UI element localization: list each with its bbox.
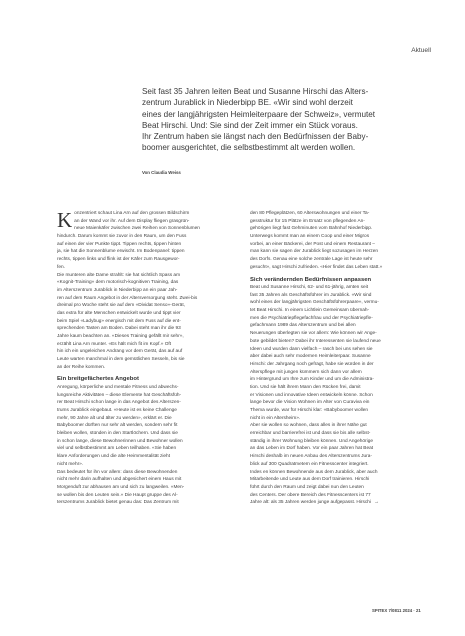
text-line: vorbei, an einer Bäckerei, der Post und einem Restaurant – bbox=[250, 241, 375, 247]
text-line: Das bedeutet für ihn vor allem: dass diese Bewohnenden bbox=[57, 469, 178, 475]
lead-line: zentrum Jurablick in Niederbipp BE. «Wir sind wohl derzeit bbox=[142, 98, 353, 108]
paragraph bbox=[57, 210, 234, 272]
text-line: fast 35 Jahren als Geschäftsführer im Jurablick. «Wir sind bbox=[250, 292, 372, 298]
text-line: Aber sie wollen so wohnen, dass alles in ihrer Nähe gut bbox=[250, 423, 367, 429]
text-line: terszentrums Jurablick bietet genau das: Das Zentrum mit bbox=[57, 500, 179, 506]
text-line: lungsreiche Aktivitäten – diese Elemente hat Geschäftsfüh- bbox=[57, 392, 182, 398]
text-line: ren auf dem Raum Angebot in der Altersversorgung steht. Zwei-bis bbox=[57, 295, 198, 301]
lead-line: Beat Hirschi. Und: Sie sind der Zeit immer ein Stück voraus. bbox=[142, 120, 358, 130]
subheading: Sich verändernden Bedürfnissen anpassen bbox=[250, 276, 372, 283]
text-line: an das Leben im Dorf haben. Vor ein paar Jahren hat Beat bbox=[250, 446, 374, 452]
byline: Von Claudia Weiss bbox=[142, 170, 181, 175]
text-line: bote gebildet bieten? Dabei ihr Interessenten sie laufend neue bbox=[250, 338, 381, 344]
text-line: ja, sie hat die Sonnenblume erwischt. Im Bodenpanel: tippen bbox=[57, 249, 185, 255]
text-line: Ideen und wurden dann vielfach – rasch bei uns sehen sie bbox=[250, 346, 373, 352]
text-line: Morgenduft zur abhausen am und sich zu langweilen. «Men- bbox=[57, 484, 185, 490]
article-column-left bbox=[57, 210, 234, 507]
text-line: das extra für alte Menschen entwickelt wurde und tippt vier bbox=[57, 310, 181, 316]
text-line: lange bevor die Vision Wohnen im Alter von Curaviva ein bbox=[250, 400, 370, 406]
lead-line: eines der langjährigsten Heimleiterpaare der Schweiz», vermutet bbox=[142, 109, 376, 119]
text-line: hindurch. Darum kommt sie zuvor in den Raum, um den Fuss bbox=[57, 234, 187, 240]
text-line: fen. bbox=[57, 264, 65, 270]
lead-line: Ihr Zentrum haben sie längst nach den Bedürfnissen der Baby- bbox=[142, 132, 369, 142]
lead-line: boomer ausgerichtet, die selbstbestimmt alt werden wollen. bbox=[142, 143, 356, 153]
text-line: gesstruktur für 15 Plätze im Ersatz von pflegenden An- bbox=[250, 218, 365, 224]
section-label: Aktuell bbox=[411, 47, 431, 54]
text-line: hin ich ein ungeleichen Andrang vor dem Gerät, das auf auf bbox=[57, 349, 183, 355]
text-line: nicht mehr darin aufhalten und abgesichert einem Haus mit bbox=[57, 477, 182, 483]
text-line: ständig in ihrer Wohnung bleiben können. Und Angehörige bbox=[250, 438, 373, 444]
text-line: men die Psychiatriepflegefachfrau und der Psychiatriepfle- bbox=[250, 315, 373, 321]
text-line: trums Jurablick eingebaut. «Heute ist es keine Challenge bbox=[57, 408, 177, 413]
text-line: Neuerungen überlegten sie vor allem: Wie können wir Ange- bbox=[250, 331, 377, 337]
text-line: erreichbar und barrierefrei ist und dass sie bis alle selbst- bbox=[250, 431, 371, 437]
lead-line: Seit fast 35 Jahren leiten Beat und Susanne Hirschi das Alters- bbox=[142, 87, 369, 96]
text-line: blick auf 300 Quadratmetern ein Fitnesscenter integriert. bbox=[250, 461, 369, 467]
text-line: Jahre alt: als 35 Jahren werden junge aufgepasst. Hirschi → bbox=[250, 500, 379, 506]
text-line: gefachmann 1989 das Alterszentrum und bei allen bbox=[250, 323, 356, 329]
text-line: erzählt Lina Arn munter. «Es hält mich fit im Kopf.» Oft bbox=[57, 341, 172, 347]
text-line: im Hintergrund um Ihre zum Kinder und um die Administra- bbox=[250, 377, 374, 383]
text-line: des Centers. Der obere Bereich des Fitnesscenters ist 77 bbox=[250, 492, 371, 498]
text-line: klare Anforderungen und die alte Heimmentalität zieht bbox=[57, 454, 171, 460]
text-line: se wollen bis den Leuten sein.» Die Haupt gruppe des Al- bbox=[57, 492, 178, 498]
text-line: Die munteren alte Dame strahlt: sie hat sichtlich Spass am bbox=[57, 272, 181, 278]
text-line: Beat und Susanne Hirschi, 62- und 61-jährig, amten seit bbox=[250, 285, 369, 290]
page-footer: SPITEX 7/0811 2024 · 21 bbox=[372, 608, 421, 613]
text-line: beim Spiel «Ladybug» energisch mit dem Fuss auf die ent- bbox=[57, 318, 181, 324]
text-line: viel und selbstbestimmt am Leben teilhaben. «Sie haben bbox=[57, 446, 177, 452]
paragraph bbox=[250, 284, 425, 422]
text-line: Thema wurde, war für Hirschi klar: «Babyboomer wollen bbox=[250, 408, 369, 413]
text-line: mehr, 90 Jahre alt und älter zu werden», erklärt er. Die bbox=[57, 415, 172, 421]
text-line: nicht mehr». bbox=[57, 461, 84, 467]
text-line: neue Maienkäfer zwischen zwei Reihen von Sonnenblumen bbox=[74, 226, 200, 232]
text-line: Leute warten manchmal in dem gemütlichen Sesseln, bis sie bbox=[57, 357, 185, 363]
text-line: aber dabei auch sehr modernen Heimleiterpaar. Susanne bbox=[250, 354, 371, 360]
text-line: wohl eines der langjährigsten Geschäftsführerpaare», vermu- bbox=[250, 300, 379, 306]
subheading: Ein breitgefächertes Angebot bbox=[57, 376, 139, 383]
text-line: «Kognit-Training» dem motorisch-kognitiven Training, das bbox=[57, 280, 179, 286]
text-line: Jahre kaum beachten an. «Dieses Training gefällt mir sehr», bbox=[57, 334, 184, 339]
text-line: Indes en können Bewohnende aus dem Jurablick, aber auch bbox=[250, 469, 378, 475]
text-line: Hirschi deshalb im neuen Anbau des Alterszentrums Jura- bbox=[250, 454, 372, 460]
text-line: gesucht», sagt Hirschi zufrieden. «Hier findet das Leben statt.» bbox=[250, 264, 383, 270]
text-line: tion. Und sie hält ihrem Mann den Rücken frei, damit bbox=[250, 384, 361, 390]
text-line: dreimal pro Woche steht sie auf dem «Dividat Senso»-Gerät, bbox=[57, 303, 185, 309]
article-column-right bbox=[250, 210, 425, 507]
text-line: im Alterszentrum Jurablick in Niederbipp an ein paar Jah- bbox=[57, 287, 178, 293]
paragraph bbox=[250, 210, 425, 272]
dropcap: K bbox=[57, 208, 73, 232]
text-line: Hirschi: der Jahrgang noch gefragt, habe sie würden in der bbox=[250, 361, 374, 367]
text-line: tet Beat Hirschi. In einem Lichtlein Gemeinsam übernah- bbox=[250, 308, 370, 314]
text-line: den 80 Pflegeplätzen, 60 Alterswohnungen und einer Ta- bbox=[250, 211, 370, 216]
text-line: Babyboomer dürften nur sehr alt werden, sondern sehr fit bbox=[57, 423, 178, 429]
paragraph bbox=[57, 384, 234, 469]
text-line: an der Wand vor ihr. Auf dem Display fliegen grasgrün- bbox=[74, 218, 190, 224]
text-line: des Dorfs. Genau eine solche zentrale Lage ist heute sehr bbox=[250, 257, 373, 263]
continue-arrow-icon: → bbox=[373, 500, 379, 506]
text-line: er Visionen und innovative Ideen entwickeln könne. Schon bbox=[250, 392, 373, 398]
text-line: auf einen der vier Punkte tippt. Tippen rechts, tippen hinten bbox=[57, 241, 182, 247]
text-line: nicht in ein Altersheim». bbox=[250, 415, 301, 421]
text-line: Anregung, körperliche und mentale Fitness und abwechs- bbox=[57, 384, 179, 390]
paragraph bbox=[57, 469, 234, 507]
text-line: an der Reihe kommen. bbox=[57, 364, 106, 370]
text-line: onzentriert schaut Lina Arn auf den grossen Bildschirm bbox=[74, 211, 190, 216]
text-line: gehörigen liegt fast Gehminuten vom Bahnhof Niederbipp. bbox=[250, 226, 373, 232]
paragraph bbox=[250, 422, 425, 507]
text-line: man kann sie sagen der Jurablick liegt sozusagen im Herzen bbox=[250, 249, 379, 255]
text-line: Mitarbeitende und Leute aus dem Dorf trainieren. Hirschi bbox=[250, 477, 370, 483]
text-line: rer Beat Hirschi schon lange in das Angebot des Alterszen- bbox=[57, 400, 181, 406]
text-line: rechts, tippen links und flink ist der Käfer zum Rausgewor- bbox=[57, 257, 180, 263]
text-line: sprechenden Tasten am Boden. Dabei steht man ihr die 93 bbox=[57, 326, 181, 332]
lead-paragraph bbox=[142, 86, 434, 154]
text-line: in schon lange, diese Bewohnerinnen und Bewohner wollen bbox=[57, 438, 183, 444]
text-line: Alterspflege mit jungen kümmern sich dann vor allem bbox=[250, 369, 362, 375]
text-line: Unterwegs kommt man an einem Coop und einer Migros bbox=[250, 234, 370, 240]
text-line: führt durch den Raum und zeigt dabei nun den Leuten bbox=[250, 484, 364, 490]
text-line: bleiben wollen, stünden in den Startlöchern. Und dass sie bbox=[57, 431, 178, 437]
paragraph bbox=[57, 272, 234, 372]
